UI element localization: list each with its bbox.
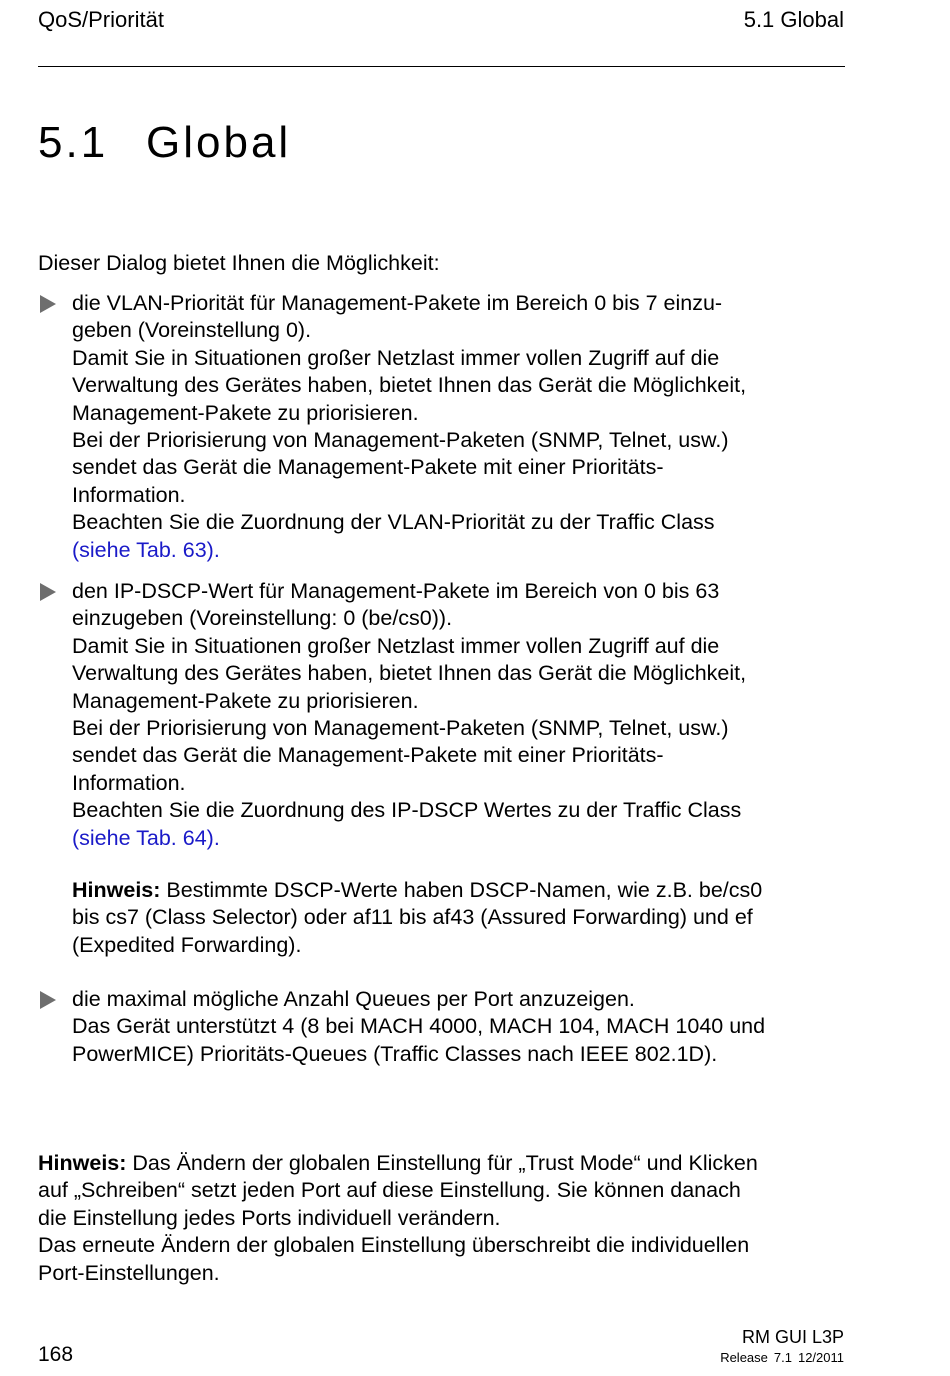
list-item xyxy=(38,986,848,1068)
trust-mode-note: Hinweis: Das Ändern der globalen Einstellung für „Trust Mode“ und Klicken auf „Schreiben“ setzt jeden Port auf diese Einstellung. Sie können danach die Einstellung jedes Ports individuell verändern. Das erneute Ändern der globalen Einstellung überschreibt die individuellen Port-Einstellungen. xyxy=(38,1151,758,1285)
note-label: Hinweis: xyxy=(38,1151,127,1175)
document-name: RM GUI L3P xyxy=(741,1327,844,1347)
section-title: Global xyxy=(146,118,292,167)
running-header-section: QoS/Priorität xyxy=(38,7,164,32)
list-item xyxy=(38,578,848,852)
list-item xyxy=(38,290,848,564)
release-info: Release 7.1 12/2011 xyxy=(720,1350,844,1365)
table-64-link[interactable]: (siehe Tab. 64) xyxy=(72,825,214,850)
list-item-text: den IP-DSCP-Wert für Management-Pakete im Bereich von 0 bis 63 einzugeben (Voreinstellung: 0 (be/cs0)). Damit Sie in Situationen großer Netzlast immer vollen Zugriff auf die Verwaltung des Gerätes haben, bietet Ihnen das Gerät die Möglichkeit, Management-Pakete zu priorisieren. Bei der Priorisierung von Management-Paketen (SNMP, Telnet, usw.) sendet das Gerät die Management-Pakete mit einer Prioritäts- Information. Beachten Sie die Zuordnung des IP-DSCP Wertes zu der Traffic Class (siehe Tab. 64). xyxy=(72,579,747,850)
bullet-arrow-icon xyxy=(40,991,56,1009)
section-number: 5.1 xyxy=(38,118,109,167)
list-item-text: die VLAN-Priorität für Management-Pakete im Bereich 0 bis 7 einzu- geben (Voreinstellung 0). Damit Sie in Situationen großer Netzlast immer vollen Zugriff auf die Verwaltung des Gerätes haben, bietet Ihnen das Gerät die Möglichkeit, Management-Pakete zu priorisieren. Bei der Priorisierung von Management-Paketen (SNMP, Telnet, usw.) sendet das Gerät die Management-Pakete mit einer Prioritäts- Information. Beachten Sie die Zuordnung der VLAN-Priorität zu der Traffic Class (siehe Tab. 63). xyxy=(72,291,747,562)
running-header-chapter: 5.1 Global xyxy=(743,7,844,32)
page-number: 168 xyxy=(38,1343,74,1366)
dscp-note: Hinweis: Bestimmte DSCP-Werte haben DSCP-Namen, wie z.B. be/cs0 bis cs7 (Class Selector) oder af11 bis af43 (Assured Forwarding) und ef (Expedited Forwarding). xyxy=(72,878,763,957)
list-item-text: die maximal mögliche Anzahl Queues per Port anzuzeigen. Das Gerät unterstützt 4 (8 bei MACH 4000, MACH 104, MACH 1040 und PowerMICE) Prioritäts-Queues (Traffic Classes nach IEEE 802.1D). xyxy=(72,987,766,1066)
page-title xyxy=(38,118,291,168)
note-label: Hinweis: xyxy=(72,878,161,902)
table-63-link[interactable]: (siehe Tab. 63) xyxy=(72,537,214,562)
intro-paragraph: Dieser Dialog bietet Ihnen die Möglichkeit: xyxy=(38,251,440,275)
bullet-arrow-icon xyxy=(40,295,56,313)
bullet-arrow-icon xyxy=(40,583,56,601)
header-divider xyxy=(38,66,845,67)
